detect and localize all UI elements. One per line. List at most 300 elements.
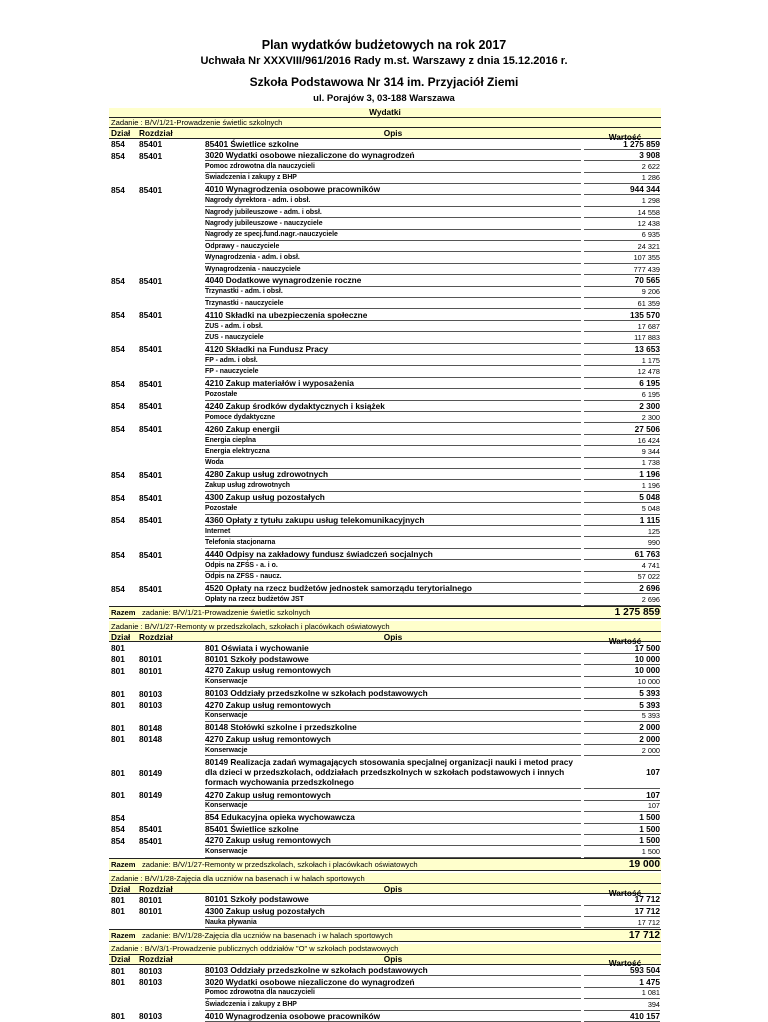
- budget-row: [109, 344, 661, 355]
- wartosc-cell: 27 506: [584, 424, 660, 435]
- rozdzial-cell: 80103: [139, 1011, 163, 1022]
- opis-cell: 4040 Dodatkowe wynagrodzenie roczne: [205, 275, 581, 286]
- budget-row: [109, 424, 661, 435]
- budget-row: [109, 789, 661, 800]
- total-task: zadanie: B/V/1/21-Prowadzenie świetlic szkolnych: [142, 607, 311, 617]
- budget-row: [109, 378, 661, 389]
- budget-detail-row: [109, 389, 661, 400]
- wartosc-cell: 394: [584, 999, 660, 1010]
- col-opis: Opis: [383, 128, 403, 138]
- dzial-cell: 854: [111, 275, 125, 286]
- wartosc-cell: 777 439: [584, 264, 660, 275]
- task-header: [109, 944, 661, 955]
- wartosc-cell: 5 393: [584, 699, 660, 710]
- opis-cell: Energia cieplna: [205, 435, 581, 446]
- wartosc-cell: 57 022: [584, 572, 660, 583]
- total-label: Razem: [111, 859, 136, 869]
- dzial-cell: 854: [111, 139, 125, 150]
- dzial-cell: 854: [111, 424, 125, 435]
- dzial-cell: 801: [111, 643, 125, 654]
- opis-cell: Świadczenia i zakupy z BHP: [205, 173, 581, 184]
- total-label: Razem: [111, 930, 136, 940]
- budget-detail-row: [109, 253, 661, 264]
- total-task: zadanie: B/V/1/27-Remonty w przedszkolach, szkołach i placówkach oświatowych: [142, 859, 418, 869]
- budget-detail-row: [109, 677, 661, 688]
- budget-detail-row: [109, 332, 661, 343]
- opis-cell: 3020 Wydatki osobowe niezaliczone do wynagrodzeń: [205, 976, 581, 987]
- opis-cell: Wynagrodzenia - nauczyciele: [205, 264, 581, 275]
- wartosc-cell: 1 500: [584, 835, 660, 846]
- opis-cell: Pomoc zdrowotna dla nauczycieli: [205, 161, 581, 172]
- dzial-cell: 801: [111, 767, 125, 778]
- wartosc-cell: 17 687: [584, 321, 660, 332]
- opis-cell: 801 Oświata i wychowanie: [205, 642, 581, 653]
- wartosc-cell: 1 175: [584, 355, 660, 366]
- wartosc-cell: 1 500: [584, 812, 660, 823]
- rozdzial-cell: 80148: [139, 722, 163, 733]
- budget-detail-row: [109, 846, 661, 857]
- rozdzial-cell: 85401: [139, 469, 163, 480]
- column-header: [109, 883, 661, 898]
- wartosc-cell: 16 424: [584, 435, 660, 446]
- opis-cell: 80101 Szkoły podstawowe: [205, 654, 581, 665]
- opis-cell: 4260 Zakup energii: [205, 424, 581, 435]
- budget-detail-row: [109, 367, 661, 378]
- opis-cell: Trzynastki - adm. i obsł.: [205, 287, 581, 298]
- school-address: ul. Porajów 3, 03-188 Warszawa: [313, 93, 455, 104]
- task-header: [109, 621, 661, 632]
- budget-detail-row: [109, 298, 661, 309]
- budget-row: [109, 469, 661, 480]
- dzial-cell: 801: [111, 722, 125, 733]
- rozdzial-cell: 85401: [139, 344, 163, 355]
- wartosc-cell: 24 321: [584, 241, 660, 252]
- opis-cell: Wynagrodzenia - adm. i obsł.: [205, 253, 581, 264]
- rozdzial-cell: 85401: [139, 549, 163, 560]
- col-opis: Opis: [383, 883, 403, 894]
- wartosc-cell: 117 883: [584, 332, 660, 343]
- dzial-cell: 801: [111, 700, 125, 711]
- opis-cell: 4300 Zakup usług pozostałych: [205, 492, 581, 503]
- budget-row: [109, 150, 661, 161]
- wartosc-cell: 2 300: [584, 401, 660, 412]
- budget-row: [109, 515, 661, 526]
- opis-cell: Nauka pływania: [205, 917, 581, 928]
- opis-cell: Zakup usług zdrowotnych: [205, 481, 581, 492]
- wartosc-cell: 1 738: [584, 458, 660, 469]
- wartosc-cell: 1 298: [584, 196, 660, 207]
- rozdzial-cell: 85401: [139, 492, 163, 503]
- opis-cell: 80101 Szkoły podstawowe: [205, 894, 581, 905]
- budget-detail-row: [109, 595, 661, 606]
- opis-cell: 4110 Składki na ubezpieczenia społeczne: [205, 310, 581, 321]
- wartosc-cell: 1 275 859: [584, 139, 660, 150]
- wartosc-cell: 2 300: [584, 412, 660, 423]
- opis-cell: Internet: [205, 526, 581, 537]
- wartosc-cell: 107 355: [584, 253, 660, 264]
- wartosc-cell: 10 000: [584, 654, 660, 665]
- budget-row: [109, 976, 661, 987]
- wartosc-cell: 14 558: [584, 207, 660, 218]
- dzial-cell: 801: [111, 906, 125, 917]
- opis-cell: Nagrody jubileuszowe - nauczyciele: [205, 218, 581, 229]
- task-name: Zadanie : B/V/1/27-Remonty w przedszkolach, szkołach i placówkach oświatowych: [111, 621, 390, 631]
- budget-detail-row: [109, 207, 661, 218]
- wartosc-cell: 2 696: [584, 583, 660, 594]
- column-header: [109, 128, 661, 142]
- opis-cell: Konserwacje: [205, 745, 581, 756]
- opis-cell: 4010 Wynagrodzenia osobowe pracowników: [205, 184, 581, 195]
- wartosc-cell: 2 000: [584, 745, 660, 756]
- budget-detail-row: [109, 264, 661, 275]
- wartosc-cell: 6 195: [584, 389, 660, 400]
- wartosc-cell: 70 565: [584, 275, 660, 286]
- rozdzial-cell: 80103: [139, 688, 163, 699]
- budget-detail-row: [109, 560, 661, 571]
- budget-row: [109, 665, 661, 676]
- opis-cell: Konserwacje: [205, 846, 581, 857]
- wartosc-cell: 10 000: [584, 677, 660, 688]
- rozdzial-cell: 80149: [139, 790, 163, 801]
- total-task: zadanie: B/V/1/28-Zajęcia dla uczniów na basenach i w halach sportowych: [142, 930, 393, 940]
- rozdzial-cell: 85401: [139, 139, 163, 150]
- opis-cell: 4280 Zakup usług zdrowotnych: [205, 469, 581, 480]
- dzial-cell: 801: [111, 977, 125, 988]
- section-label: Wydatki: [369, 108, 401, 117]
- dzial-cell: 854: [111, 344, 125, 355]
- opis-cell: 4300 Zakup usług pozostałych: [205, 906, 581, 917]
- opis-cell: Konserwacje: [205, 711, 581, 722]
- budget-detail-row: [109, 321, 661, 332]
- opis-cell: 4270 Zakup usług remontowych: [205, 734, 581, 745]
- budget-row: [109, 492, 661, 503]
- budget-detail-row: [109, 801, 661, 812]
- dzial-cell: 801: [111, 965, 125, 976]
- rozdzial-cell: 80148: [139, 734, 163, 745]
- opis-cell: 4360 Opłaty z tytułu zakupu usług telekomunikacyjnych: [205, 515, 581, 526]
- opis-cell: 80149 Realizacja zadań wymagających stosowania specjalnej organizacji nauki i metod pracy dla dzieci w przedszkolach, oddziałach przedszkolnych w szkołach podstawowych i innych formach wychowania przedszkolnego: [205, 756, 581, 789]
- wartosc-cell: 2 000: [584, 734, 660, 745]
- budget-row: [109, 965, 661, 976]
- task-name: Zadanie : B/V/1/28-Zajęcia dla uczniów na basenach i w halach sportowych: [111, 873, 365, 883]
- rozdzial-cell: 85401: [139, 583, 163, 594]
- wartosc-cell: 125: [584, 526, 660, 537]
- budget-row: [109, 722, 661, 733]
- wartosc-cell: 1 196: [584, 469, 660, 480]
- opis-cell: Odpis na ZFŚS - naucz.: [205, 572, 581, 583]
- school-name: Szkoła Podstawowa Nr 314 im. Przyjaciół Ziemi: [249, 75, 519, 89]
- dzial-cell: 854: [111, 549, 125, 560]
- wartosc-cell: 17 500: [584, 642, 660, 653]
- wartosc-cell: 107: [584, 789, 660, 800]
- budget-row: [109, 734, 661, 745]
- wartosc-cell: 5 048: [584, 492, 660, 503]
- budget-detail-row: [109, 161, 661, 172]
- opis-cell: 80103 Oddziały przedszkolne w szkołach podstawowych: [205, 688, 581, 699]
- opis-cell: 85401 Świetlice szkolne: [205, 139, 581, 150]
- wartosc-cell: 17 712: [584, 906, 660, 917]
- total-value: 17 712: [628, 929, 660, 941]
- opis-cell: Opłaty na rzecz budżetów JST: [205, 595, 581, 606]
- budget-detail-row: [109, 412, 661, 423]
- opis-cell: 4120 Składki na Fundusz Pracy: [205, 344, 581, 355]
- dzial-cell: 854: [111, 835, 125, 846]
- opis-cell: ZUS - nauczyciele: [205, 332, 581, 343]
- budget-row: [109, 824, 661, 835]
- dzial-cell: 854: [111, 401, 125, 412]
- dzial-cell: 854: [111, 812, 125, 823]
- task-name: Zadanie : B/V/3/1-Prowadzenie publicznych oddziałów "O" w szkołach podstawowych: [111, 944, 399, 954]
- opis-cell: 4270 Zakup usług remontowych: [205, 835, 581, 846]
- wartosc-cell: 944 344: [584, 184, 660, 195]
- dzial-cell: 854: [111, 492, 125, 503]
- wartosc-cell: 2 696: [584, 595, 660, 606]
- wartosc-cell: 4 741: [584, 560, 660, 571]
- rozdzial-cell: 85401: [139, 401, 163, 412]
- col-dzial: Dział: [111, 631, 131, 642]
- wartosc-cell: 3 908: [584, 150, 660, 161]
- rozdzial-cell: 85401: [139, 824, 163, 835]
- budget-detail-row: [109, 218, 661, 229]
- wartosc-cell: 990: [584, 538, 660, 549]
- wartosc-cell: 61 359: [584, 298, 660, 309]
- wartosc-cell: 9 344: [584, 446, 660, 457]
- dzial-cell: 854: [111, 150, 125, 161]
- budget-detail-row: [109, 999, 661, 1010]
- wartosc-cell: 593 504: [584, 965, 660, 976]
- total-label: Razem: [111, 607, 136, 617]
- opis-cell: Pozostałe: [205, 389, 581, 400]
- col-dzial: Dział: [111, 883, 131, 894]
- dzial-cell: 854: [111, 469, 125, 480]
- dzial-cell: 801: [111, 654, 125, 665]
- opis-cell: Odprawy - nauczyciele: [205, 241, 581, 252]
- dzial-cell: 854: [111, 378, 125, 389]
- resolution-line: Uchwała Nr XXXVIII/961/2016 Rady m.st. Warszawy z dnia 15.12.2016 r.: [200, 55, 568, 67]
- col-rozdzial: Rozdział: [139, 883, 173, 894]
- wartosc-cell: 6 195: [584, 378, 660, 389]
- budget-row: [109, 275, 661, 286]
- opis-cell: Nagrody ze specj.fund.nagr.-nauczyciele: [205, 230, 581, 241]
- dzial-cell: 854: [111, 310, 125, 321]
- dzial-cell: 854: [111, 583, 125, 594]
- budget-detail-row: [109, 711, 661, 722]
- budget-row: [109, 894, 661, 905]
- dzial-cell: 854: [111, 184, 125, 195]
- budget-detail-row: [109, 230, 661, 241]
- wartosc-cell: 2 622: [584, 161, 660, 172]
- wartosc-cell: 1 475: [584, 976, 660, 987]
- budget-detail-row: [109, 503, 661, 514]
- wartosc-cell: 13 653: [584, 344, 660, 355]
- rozdzial-cell: 85401: [139, 150, 163, 161]
- column-header: [109, 955, 661, 966]
- col-rozdzial: Rozdział: [139, 631, 173, 642]
- opis-cell: 854 Edukacyjna opieka wychowawcza: [205, 812, 581, 823]
- dzial-cell: 801: [111, 734, 125, 745]
- wartosc-cell: 12 478: [584, 367, 660, 378]
- budget-row: [109, 139, 661, 150]
- wartosc-cell: 107: [584, 801, 660, 812]
- budget-detail-row: [109, 287, 661, 298]
- rozdzial-cell: 80101: [139, 665, 163, 676]
- col-opis: Opis: [383, 631, 403, 642]
- opis-cell: FP - adm. i obsł.: [205, 355, 581, 366]
- rozdzial-cell: 80103: [139, 700, 163, 711]
- wartosc-cell: 410 157: [584, 1011, 660, 1022]
- budget-row: [109, 835, 661, 846]
- dzial-cell: 801: [111, 665, 125, 676]
- budget-detail-row: [109, 173, 661, 184]
- rozdzial-cell: 85401: [139, 835, 163, 846]
- budget-row: [109, 688, 661, 699]
- wartosc-cell: 61 763: [584, 549, 660, 560]
- opis-cell: Energia elektryczna: [205, 446, 581, 457]
- dzial-cell: 801: [111, 688, 125, 699]
- wartosc-cell: 1 286: [584, 173, 660, 184]
- budget-row: [109, 1011, 661, 1022]
- rozdzial-cell: 85401: [139, 184, 163, 195]
- rozdzial-cell: 85401: [139, 310, 163, 321]
- opis-cell: 80103 Oddziały przedszkolne w szkołach podstawowych: [205, 965, 581, 976]
- budget-detail-row: [109, 196, 661, 207]
- opis-cell: 4270 Zakup usług remontowych: [205, 789, 581, 800]
- opis-cell: 4270 Zakup usług remontowych: [205, 665, 581, 676]
- opis-cell: 4210 Zakup materiałów i wyposażenia: [205, 378, 581, 389]
- wartosc-cell: 17 712: [584, 894, 660, 905]
- budget-row: [109, 583, 661, 594]
- col-dzial: Dział: [111, 128, 131, 138]
- rozdzial-cell: 80101: [139, 906, 163, 917]
- opis-cell: FP - nauczyciele: [205, 367, 581, 378]
- budget-detail-row: [109, 745, 661, 756]
- budget-row: [109, 184, 661, 195]
- rozdzial-cell: 80149: [139, 767, 163, 778]
- wartosc-cell: 1 500: [584, 846, 660, 857]
- col-wartosc: Wartość: [608, 958, 642, 968]
- budget-row: [109, 401, 661, 412]
- dzial-cell: 854: [111, 824, 125, 835]
- wartosc-cell: 1 081: [584, 988, 660, 999]
- opis-cell: Pozostałe: [205, 503, 581, 514]
- opis-cell: Pomoc zdrowotna dla nauczycieli: [205, 988, 581, 999]
- dzial-cell: 801: [111, 1011, 125, 1022]
- budget-detail-row: [109, 917, 661, 928]
- dzial-cell: 801: [111, 894, 125, 905]
- opis-cell: 80148 Stołówki szkolne i przedszkolne: [205, 722, 581, 733]
- budget-row: [109, 906, 661, 917]
- wartosc-cell: 5 048: [584, 503, 660, 514]
- budget-detail-row: [109, 538, 661, 549]
- col-rozdzial: Rozdział: [139, 128, 173, 138]
- opis-cell: 4270 Zakup usług remontowych: [205, 699, 581, 710]
- total-value: 1 275 859: [614, 606, 660, 618]
- budget-row: [109, 699, 661, 710]
- task-total-row: [109, 929, 661, 942]
- wartosc-cell: 17 712: [584, 917, 660, 928]
- opis-cell: 4010 Wynagrodzenia osobowe pracowników: [205, 1011, 581, 1022]
- wartosc-cell: 2 000: [584, 722, 660, 733]
- budget-detail-row: [109, 241, 661, 252]
- opis-cell: Konserwacje: [205, 801, 581, 812]
- opis-cell: 4240 Zakup środków dydaktycznych i książek: [205, 401, 581, 412]
- rozdzial-cell: 85401: [139, 515, 163, 526]
- budget-row: [109, 812, 661, 823]
- budget-detail-row: [109, 481, 661, 492]
- budget-detail-row: [109, 435, 661, 446]
- opis-cell: Świadczenia i zakupy z BHP: [205, 999, 581, 1010]
- rozdzial-cell: 85401: [139, 424, 163, 435]
- opis-cell: Trzynastki - nauczyciele: [205, 298, 581, 309]
- opis-cell: Konserwacje: [205, 677, 581, 688]
- opis-cell: Woda: [205, 458, 581, 469]
- budget-row: [109, 654, 661, 665]
- opis-cell: Pomoce dydaktyczne: [205, 412, 581, 423]
- rozdzial-cell: 85401: [139, 275, 163, 286]
- task-name: Zadanie : B/V/1/21-Prowadzenie świetlic szkolnych: [111, 117, 283, 127]
- rozdzial-cell: 80103: [139, 965, 163, 976]
- wartosc-cell: 6 935: [584, 230, 660, 241]
- rozdzial-cell: 80101: [139, 654, 163, 665]
- opis-cell: 4520 Opłaty na rzecz budżetów jednostek samorządu terytorialnego: [205, 583, 581, 594]
- opis-cell: 85401 Świetlice szkolne: [205, 824, 581, 835]
- rozdzial-cell: 85401: [139, 378, 163, 389]
- wartosc-cell: 12 438: [584, 218, 660, 229]
- opis-cell: Nagrody dyrektora - adm. i obsł.: [205, 196, 581, 207]
- wartosc-cell: 5 393: [584, 711, 660, 722]
- budget-detail-row: [109, 526, 661, 537]
- wartosc-cell: 135 570: [584, 310, 660, 321]
- col-wartosc: Wartość: [608, 887, 642, 898]
- column-header: [109, 631, 661, 646]
- opis-cell: 4440 Odpisy na zakładowy fundusz świadczeń socjalnych: [205, 549, 581, 560]
- budget-row: [109, 642, 661, 653]
- wartosc-cell: 1 196: [584, 481, 660, 492]
- budget-table: [109, 108, 661, 1022]
- col-rozdzial: Rozdział: [139, 954, 173, 964]
- rozdzial-cell: 80103: [139, 977, 163, 988]
- section-header: [109, 108, 661, 118]
- opis-cell: ZUS - adm. i obsł.: [205, 321, 581, 332]
- budget-detail-row: [109, 355, 661, 366]
- rozdzial-cell: 80101: [139, 894, 163, 905]
- opis-cell: Telefonia stacjonarna: [205, 538, 581, 549]
- task-header: [109, 873, 661, 884]
- opis-cell: Nagrody jubileuszowe - adm. i obsł.: [205, 207, 581, 218]
- budget-row: [109, 549, 661, 560]
- col-dzial: Dział: [111, 954, 131, 964]
- task-total-row: [109, 858, 661, 871]
- col-opis: Opis: [383, 954, 403, 964]
- task-header: [109, 118, 661, 129]
- budget-detail-row: [109, 988, 661, 999]
- budget-detail-row: [109, 572, 661, 583]
- opis-cell: Odpis na ZFŚS - a. i o.: [205, 560, 581, 571]
- wartosc-cell: 9 206: [584, 287, 660, 298]
- col-wartosc: Wartość: [608, 132, 642, 142]
- dzial-cell: 801: [111, 790, 125, 801]
- col-wartosc: Wartość: [608, 635, 642, 646]
- page-title: Plan wydatków budżetowych na rok 2017: [261, 38, 507, 52]
- wartosc-cell: 10 000: [584, 665, 660, 676]
- budget-row: [109, 310, 661, 321]
- wartosc-cell: 107: [584, 756, 660, 789]
- budget-row: [109, 756, 661, 789]
- wartosc-cell: 5 393: [584, 688, 660, 699]
- wartosc-cell: 1 115: [584, 515, 660, 526]
- total-value: 19 000: [628, 858, 660, 870]
- opis-cell: 3020 Wydatki osobowe niezaliczone do wynagrodzeń: [205, 150, 581, 161]
